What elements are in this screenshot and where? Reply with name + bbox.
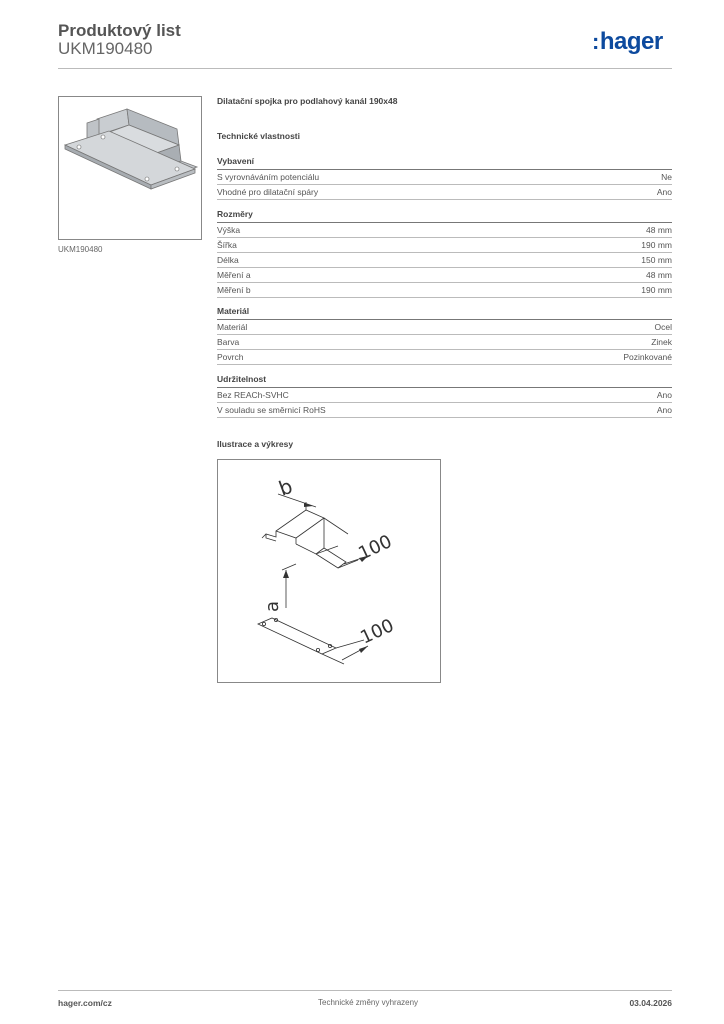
spec-value: 48 mm (646, 270, 672, 280)
spec-value: Pozinkované (623, 352, 672, 362)
spec-label: Měření b (217, 285, 251, 295)
spec-row (217, 170, 672, 185)
spec-row (217, 268, 672, 283)
product-code: UKM190480 (58, 39, 153, 58)
footer-website-link[interactable]: hager.com/cz (58, 998, 112, 1008)
spec-label: Výška (217, 225, 241, 235)
image-caption: UKM190480 (58, 245, 103, 254)
section-title: Udržitelnost (217, 374, 672, 388)
illustrations-heading: Ilustrace a výkresy (217, 439, 294, 449)
spec-value: 190 mm (641, 285, 672, 295)
spec-row (217, 320, 672, 335)
spec-value: Ano (656, 405, 672, 415)
spec-label: Materiál (217, 322, 248, 332)
spec-label: Délka (217, 255, 239, 265)
section-udrzitelnost (217, 374, 672, 418)
dimension-label-a: a (262, 600, 283, 612)
spec-value: 190 mm (641, 240, 672, 250)
spec-label: Vhodné pro dilatační spáry (217, 187, 319, 197)
spec-label: V souladu se směrnicí RoHS (217, 405, 326, 415)
spec-label: Barva (217, 337, 240, 347)
technical-drawing (217, 459, 441, 683)
spec-value: 48 mm (646, 225, 672, 235)
tech-properties-heading: Technické vlastnosti (217, 131, 300, 141)
spec-row (217, 335, 672, 350)
spec-row (217, 350, 672, 365)
section-material (217, 306, 672, 365)
spec-label: Bez REACh-SVHC (217, 390, 289, 400)
spec-row (217, 223, 672, 238)
section-title: Vybavení (217, 156, 672, 170)
spec-row (217, 238, 672, 253)
spec-label: S vyrovnáváním potenciálu (217, 172, 320, 182)
logo-text: hager (599, 28, 663, 55)
spec-label: Měření a (217, 270, 251, 280)
spec-label: Povrch (217, 352, 244, 362)
dimension-label-b: b (275, 473, 296, 501)
spec-value: Ne (661, 172, 672, 182)
spec-row (217, 283, 672, 298)
footer-divider (58, 990, 672, 991)
document-title: Produktový list (58, 21, 181, 40)
dimension-label-100-top: 100 (355, 530, 396, 565)
spec-value: Ano (656, 390, 672, 400)
footer-disclaimer: Technické změny vyhrazeny (318, 998, 419, 1007)
spec-value: Ocel (654, 322, 672, 332)
spec-label: Šířka (217, 240, 237, 250)
spec-row (217, 253, 672, 268)
header-divider (58, 68, 672, 69)
section-title: Materiál (217, 306, 672, 320)
hager-logo[interactable]: :hager (592, 28, 663, 55)
spec-value: 150 mm (641, 255, 672, 265)
spec-row (217, 403, 672, 418)
section-rozmery (217, 209, 672, 298)
section-title: Rozměry (217, 209, 672, 223)
footer-date: 03.04.2026 (629, 998, 672, 1008)
product-image (58, 96, 202, 240)
product-description: Dilatační spojka pro podlahový kanál 190x48 (217, 96, 398, 106)
dimension-label-100-bottom: 100 (357, 614, 398, 649)
spec-row (217, 185, 672, 200)
section-vybaveni (217, 156, 672, 200)
spec-value: Ano (656, 187, 672, 197)
spec-row (217, 388, 672, 403)
spec-value: Zinek (651, 337, 672, 347)
